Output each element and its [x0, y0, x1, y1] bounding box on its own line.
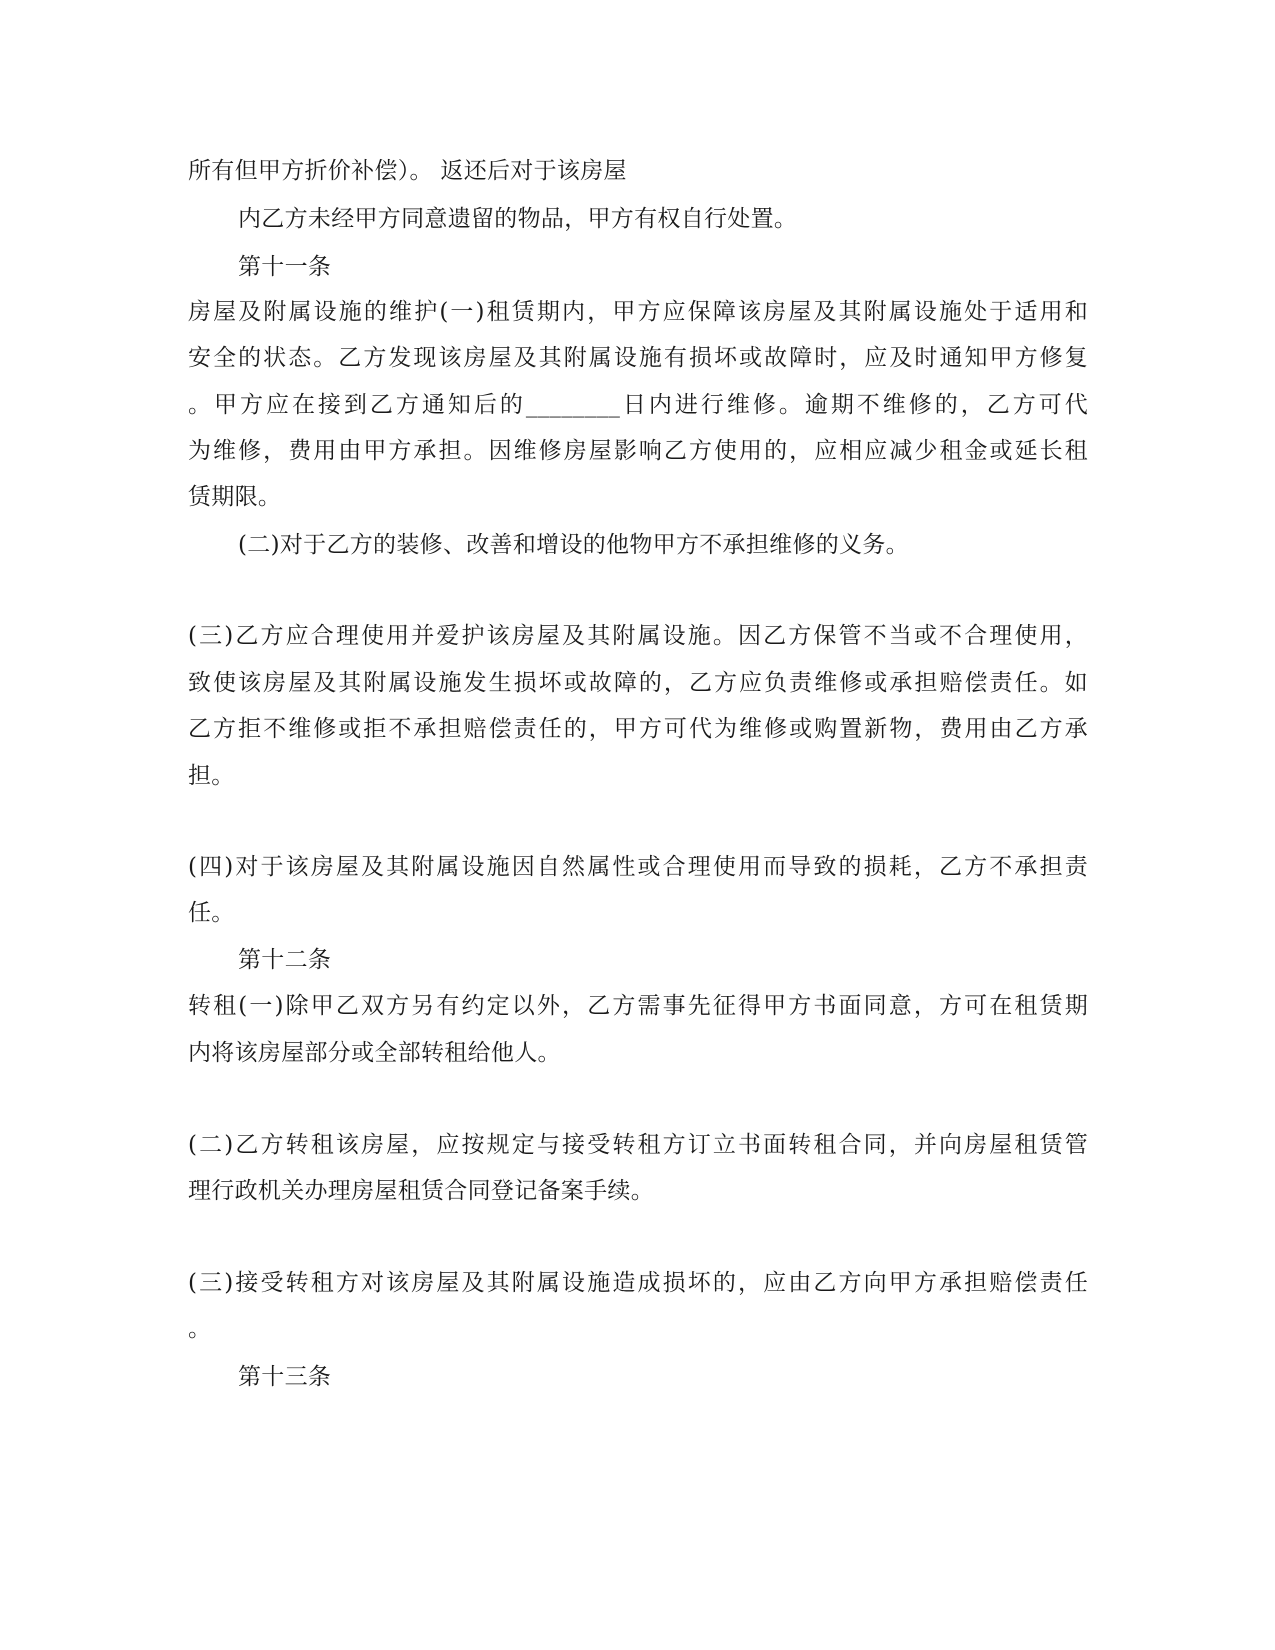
- text-line: (四)对于该房屋及其附属设施因自然属性或合理使用而导致的损耗，乙方不承担责: [188, 854, 1088, 880]
- text-line: 理行政机关办理房屋租赁合同登记备案手续。: [188, 1178, 654, 1204]
- article-heading-11: 第十一条: [238, 254, 332, 280]
- text-line: 担。: [188, 763, 235, 789]
- text-line: 赁期限。: [188, 484, 282, 510]
- text-line: 致使该房屋及其附属设施发生损坏或故障的，乙方应负责维修或承担赔偿责任。如: [188, 670, 1088, 696]
- article-heading-13: 第十三条: [238, 1364, 332, 1390]
- text-line: (三)接受转租方对该房屋及其附属设施造成损坏的，应由乙方向甲方承担赔偿责任: [188, 1270, 1088, 1296]
- text-line: (二)乙方转租该房屋，应按规定与接受转租方订立书面转租合同，并向房屋租赁管: [188, 1132, 1088, 1158]
- text-line: 。甲方应在接到乙方通知后的________日内进行维修。逾期不维修的，乙方可代: [188, 392, 1088, 418]
- text-line: (二)对于乙方的装修、改善和增设的他物甲方不承担维修的义务。: [238, 532, 909, 558]
- text-line: 任。: [188, 900, 235, 926]
- text-line: 所有但甲方折价补偿）。 返还后对于该房屋: [188, 158, 627, 184]
- text-line: 为维修，费用由甲方承担。因维修房屋影响乙方使用的，应相应减少租金或延长租: [188, 438, 1088, 464]
- text-line: 。: [188, 1316, 212, 1342]
- text-line: 内将该房屋部分或全部转租给他人。: [188, 1040, 561, 1066]
- text-line: 转租(一)除甲乙双方另有约定以外，乙方需事先征得甲方书面同意，方可在租赁期: [188, 993, 1088, 1019]
- text-line: 安全的状态。乙方发现该房屋及其附属设施有损坏或故障时，应及时通知甲方修复: [188, 345, 1088, 371]
- text-line: 房屋及附属设施的维护(一)租赁期内，甲方应保障该房屋及其附属设施处于适用和: [188, 299, 1088, 325]
- text-line: 乙方拒不维修或拒不承担赔偿责任的，甲方可代为维修或购置新物，费用由乙方承: [188, 716, 1088, 742]
- article-heading-12: 第十二条: [238, 947, 332, 973]
- text-line: 内乙方未经甲方同意遗留的物品，甲方有权自行处置。: [238, 206, 798, 232]
- text-line: (三)乙方应合理使用并爱护该房屋及其附属设施。因乙方保管不当或不合理使用，: [188, 623, 1088, 649]
